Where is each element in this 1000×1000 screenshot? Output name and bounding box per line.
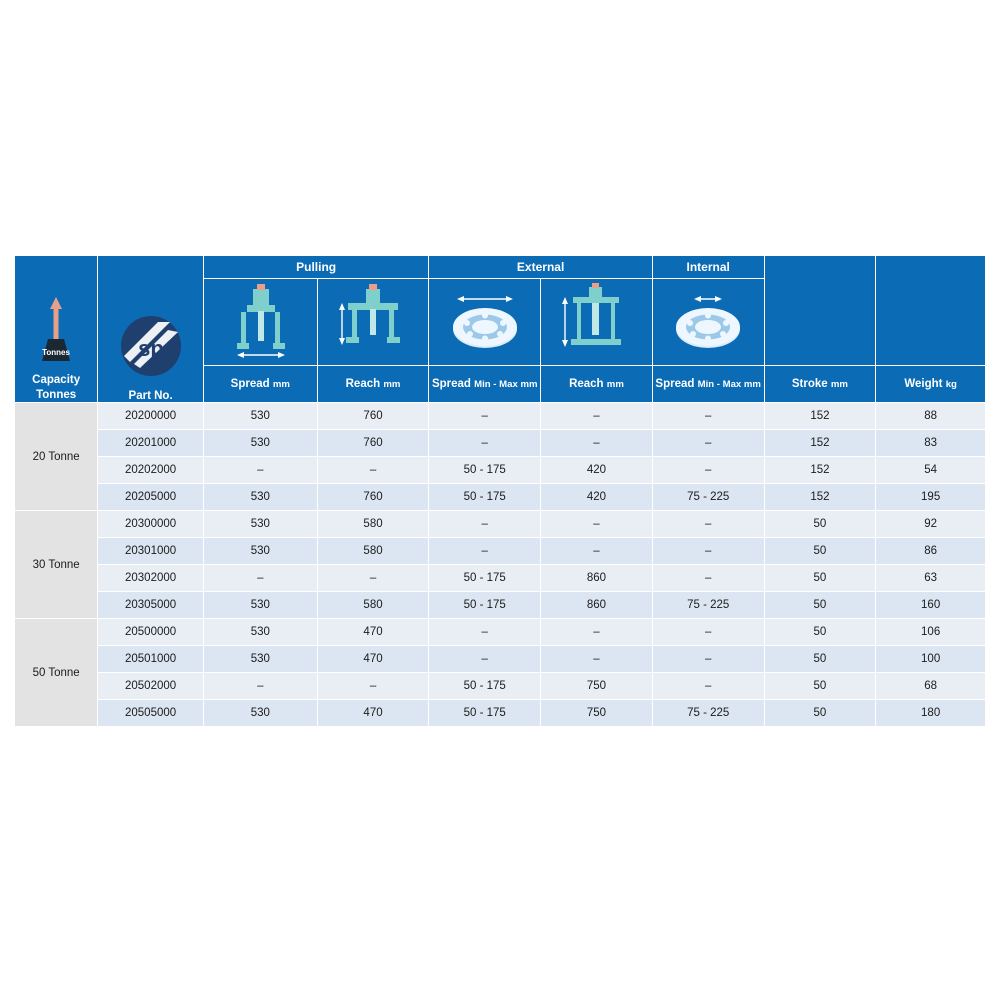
- group-header-pulling-label: Pulling: [296, 259, 337, 274]
- cell-stroke: 50: [764, 700, 876, 727]
- stroke-header-spacer: [764, 256, 876, 366]
- cell-internal-spread: 75 - 225: [652, 484, 764, 511]
- subheader-pulling-reach-unit: mm: [383, 378, 401, 390]
- tonnes-weight-icon: [29, 293, 83, 373]
- weight-header-spacer: [876, 256, 986, 366]
- cell-external-reach: –: [541, 430, 653, 457]
- table-row: [15, 700, 986, 727]
- cell-stroke: 50: [764, 619, 876, 646]
- bearing-internal-icon: [662, 283, 754, 361]
- table-row: [15, 619, 986, 646]
- cell-internal-spread: –: [652, 673, 764, 700]
- cell-external-spread: –: [429, 511, 541, 538]
- cell-external-spread: –: [429, 538, 541, 565]
- cell-stroke: 50: [764, 646, 876, 673]
- cell-part-no: 20201000: [98, 430, 204, 457]
- cell-part-no: 20502000: [98, 673, 204, 700]
- cell-external-reach: –: [541, 403, 653, 430]
- cell-internal-spread: –: [652, 538, 764, 565]
- cell-external-reach: 860: [541, 592, 653, 619]
- subheader-pulling-spread: [203, 366, 317, 403]
- external-reach-icon-cell: [541, 279, 653, 366]
- specification-table: [14, 255, 986, 727]
- pulling-spread-icon-cell: [203, 279, 317, 366]
- sp-logo-icon: [114, 312, 188, 386]
- cell-external-spread: –: [429, 646, 541, 673]
- table-row: [15, 538, 986, 565]
- cell-pulling-reach: 760: [317, 403, 429, 430]
- cell-weight: 195: [876, 484, 986, 511]
- group-header-external-label: External: [516, 259, 565, 274]
- cell-pulling-spread: 530: [203, 700, 317, 727]
- cell-pulling-spread: –: [203, 457, 317, 484]
- cell-weight: 100: [876, 646, 986, 673]
- cell-part-no: 20505000: [98, 700, 204, 727]
- cell-stroke: 152: [764, 457, 876, 484]
- subheader-internal-spread: [652, 366, 764, 403]
- cell-part-no: 20302000: [98, 565, 204, 592]
- cell-weight: 54: [876, 457, 986, 484]
- cell-pulling-spread: 530: [203, 592, 317, 619]
- cell-pulling-reach: –: [317, 565, 429, 592]
- cell-pulling-spread: 530: [203, 619, 317, 646]
- capacity-corner-cell: [15, 256, 98, 403]
- external-spread-icon-cell: [429, 279, 541, 366]
- subheader-external-spread: [429, 366, 541, 403]
- cell-part-no: 20501000: [98, 646, 204, 673]
- cell-weight: 88: [876, 403, 986, 430]
- cell-pulling-spread: 530: [203, 430, 317, 457]
- cell-pulling-reach: 580: [317, 511, 429, 538]
- cell-internal-spread: –: [652, 430, 764, 457]
- cell-internal-spread: –: [652, 646, 764, 673]
- part-no-corner-cell: [98, 256, 204, 403]
- cell-part-no: 20202000: [98, 457, 204, 484]
- cell-pulling-spread: –: [203, 565, 317, 592]
- cell-pulling-spread: 530: [203, 538, 317, 565]
- subheader-weight-label: Weight: [904, 377, 943, 390]
- cell-external-spread: –: [429, 430, 541, 457]
- subheader-stroke-label: Stroke: [791, 377, 828, 390]
- cell-part-no: 20205000: [98, 484, 204, 511]
- cell-weight: 92: [876, 511, 986, 538]
- cell-internal-spread: –: [652, 403, 764, 430]
- cell-weight: 83: [876, 430, 986, 457]
- cell-pulling-reach: 760: [317, 430, 429, 457]
- sp-logo-text: sp: [137, 336, 164, 361]
- subheader-internal-spread-unit: Min - Max mm: [697, 378, 761, 390]
- puller-spread-icon: [217, 283, 303, 361]
- cell-stroke: 152: [764, 430, 876, 457]
- cell-external-spread: 50 - 175: [429, 700, 541, 727]
- cell-external-reach: –: [541, 619, 653, 646]
- cell-weight: 160: [876, 592, 986, 619]
- cell-pulling-spread: –: [203, 673, 317, 700]
- cell-pulling-spread: 530: [203, 484, 317, 511]
- capacity-group-label-30: 30 Tonne: [15, 511, 98, 619]
- table-row: [15, 403, 986, 430]
- group-header-internal: [652, 256, 764, 279]
- cell-external-reach: 420: [541, 484, 653, 511]
- cell-stroke: 50: [764, 511, 876, 538]
- table-row: [15, 592, 986, 619]
- cell-part-no: 20301000: [98, 538, 204, 565]
- cell-internal-spread: –: [652, 565, 764, 592]
- cell-pulling-spread: 530: [203, 511, 317, 538]
- cell-internal-spread: –: [652, 619, 764, 646]
- part-no-label: Part No.: [128, 390, 173, 402]
- svg-text:Tonnes: Tonnes: [42, 348, 71, 358]
- subheader-pulling-reach: [317, 366, 429, 403]
- cell-part-no: 20305000: [98, 592, 204, 619]
- cell-external-reach: 750: [541, 700, 653, 727]
- cell-stroke: 50: [764, 673, 876, 700]
- cell-internal-spread: –: [652, 457, 764, 484]
- cell-external-reach: 750: [541, 673, 653, 700]
- cell-pulling-reach: 470: [317, 646, 429, 673]
- subheader-stroke-unit: mm: [830, 378, 848, 390]
- subheader-stroke: [764, 366, 876, 403]
- cell-stroke: 152: [764, 484, 876, 511]
- cell-pulling-reach: 580: [317, 592, 429, 619]
- table-row: [15, 457, 986, 484]
- subheader-pulling-spread-unit: mm: [272, 378, 290, 390]
- subheader-pulling-reach-label: Reach: [345, 377, 381, 390]
- cell-stroke: 152: [764, 403, 876, 430]
- cell-pulling-reach: –: [317, 673, 429, 700]
- cell-weight: 63: [876, 565, 986, 592]
- cell-part-no: 20500000: [98, 619, 204, 646]
- subheader-weight-unit: kg: [945, 378, 957, 390]
- cell-internal-spread: 75 - 225: [652, 700, 764, 727]
- subheader-external-spread-label: Spread: [431, 377, 471, 390]
- cell-external-spread: 50 - 175: [429, 457, 541, 484]
- cell-external-spread: 50 - 175: [429, 484, 541, 511]
- cell-external-reach: 420: [541, 457, 653, 484]
- cell-stroke: 50: [764, 538, 876, 565]
- cell-pulling-reach: 760: [317, 484, 429, 511]
- cell-pulling-reach: –: [317, 457, 429, 484]
- table-row: [15, 673, 986, 700]
- puller-external-reach-icon: [553, 283, 639, 361]
- puller-reach-icon: [330, 283, 416, 361]
- cell-stroke: 50: [764, 592, 876, 619]
- table-row: [15, 484, 986, 511]
- cell-external-reach: –: [541, 646, 653, 673]
- cell-pulling-reach: 470: [317, 619, 429, 646]
- group-header-external: [429, 256, 652, 279]
- cell-external-spread: 50 - 175: [429, 592, 541, 619]
- cell-pulling-spread: 530: [203, 646, 317, 673]
- cell-weight: 86: [876, 538, 986, 565]
- table-row: [15, 511, 986, 538]
- cell-internal-spread: –: [652, 511, 764, 538]
- cell-external-reach: –: [541, 511, 653, 538]
- cell-external-spread: –: [429, 619, 541, 646]
- subheader-external-reach-label: Reach: [569, 377, 604, 390]
- cell-weight: 68: [876, 673, 986, 700]
- cell-pulling-reach: 470: [317, 700, 429, 727]
- capacity-group-label-20: 20 Tonne: [15, 403, 98, 511]
- cell-pulling-reach: 580: [317, 538, 429, 565]
- group-header-internal-label: Internal: [686, 259, 730, 274]
- subheader-weight: [876, 366, 986, 403]
- subheader-pulling-spread-label: Spread: [230, 377, 270, 390]
- capacity-label: Capacity: [32, 374, 81, 387]
- pulling-reach-icon-cell: [317, 279, 429, 366]
- cell-stroke: 50: [764, 565, 876, 592]
- cell-external-spread: 50 - 175: [429, 673, 541, 700]
- subheader-internal-spread-label: Spread: [655, 377, 695, 390]
- group-header-row: [15, 256, 986, 279]
- cell-internal-spread: 75 - 225: [652, 592, 764, 619]
- cell-external-reach: 860: [541, 565, 653, 592]
- cell-part-no: 20200000: [98, 403, 204, 430]
- table-row: [15, 430, 986, 457]
- cell-pulling-spread: 530: [203, 403, 317, 430]
- subheader-external-spread-unit: Min - Max mm: [474, 378, 538, 390]
- capacity-unit-label: Tonnes: [36, 388, 77, 401]
- cell-part-no: 20300000: [98, 511, 204, 538]
- internal-spread-icon-cell: [652, 279, 764, 366]
- cell-weight: 180: [876, 700, 986, 727]
- subheader-external-reach-unit: mm: [606, 378, 624, 390]
- cell-external-spread: –: [429, 403, 541, 430]
- bearing-external-icon: [439, 283, 531, 361]
- cell-external-spread: 50 - 175: [429, 565, 541, 592]
- cell-external-reach: –: [541, 538, 653, 565]
- table-row: [15, 646, 986, 673]
- cell-weight: 106: [876, 619, 986, 646]
- table-row: [15, 565, 986, 592]
- capacity-group-label-50: 50 Tonne: [15, 619, 98, 727]
- subheader-external-reach: [541, 366, 653, 403]
- group-header-pulling: [203, 256, 428, 279]
